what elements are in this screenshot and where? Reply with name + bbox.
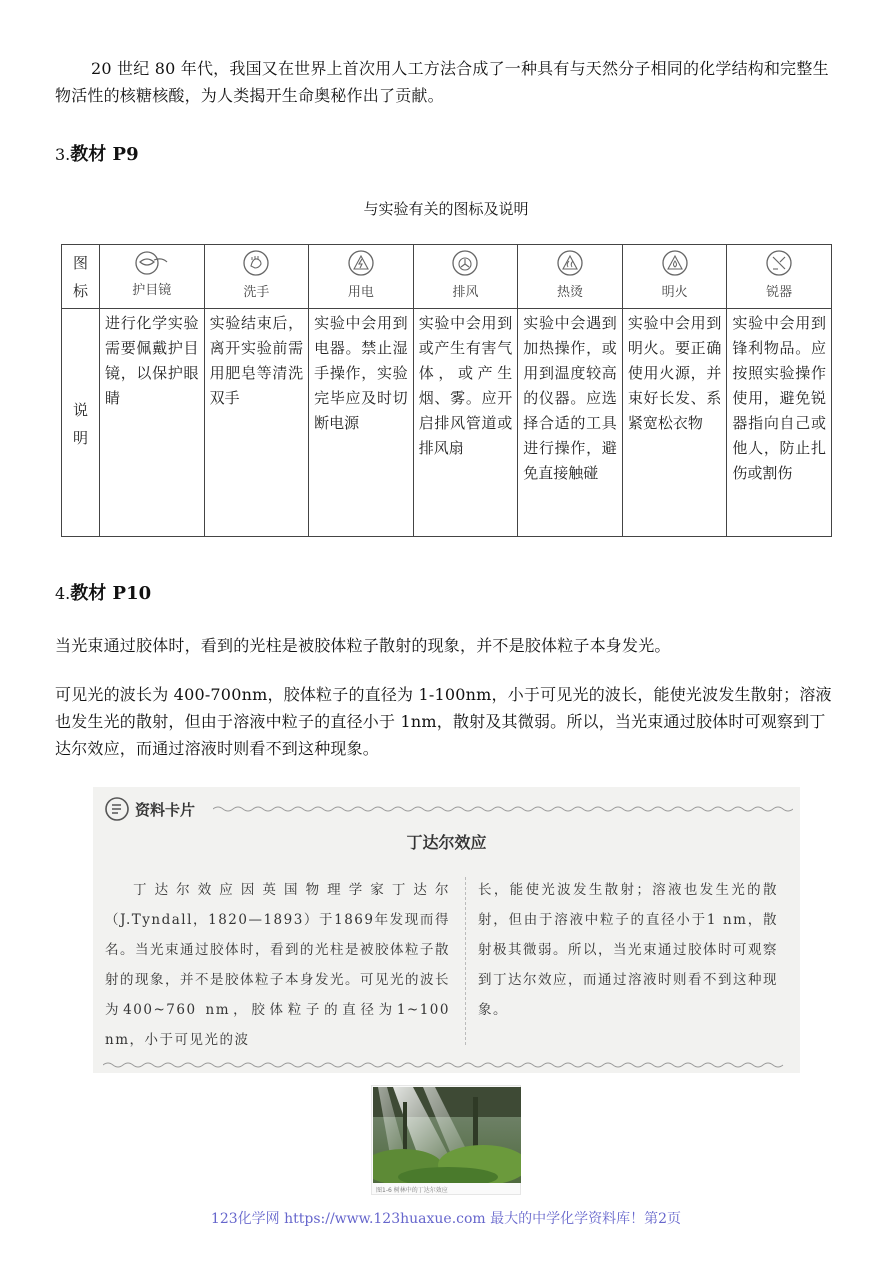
card-label: 资料卡片 [135,800,196,819]
description-cell: 实验中会用到明火。要正确使用火源，并束好长发、系紧宽松衣物 [622,309,727,537]
icon-cell [309,245,414,309]
hand-wash-icon [241,248,271,278]
icon-cell [622,245,727,309]
wavy-divider-bottom [103,1061,793,1069]
sharp-object-icon [764,248,794,278]
card-column-right: 长，能使光波发生散射；溶液也发生光的散射，但由于溶液中粒子的直径小于1 nm，散射极其微弱。所以，当光束通过胶体时可观察到丁达尔效应，而通过溶液时则看不到这种现象。 [478,882,778,1018]
electricity-icon [346,248,376,278]
row-head-description: 说明 [62,309,100,537]
hot-icon [555,248,585,278]
icon-cell [518,245,623,309]
icon-label: 热烫 [557,285,584,300]
icon-label: 用电 [347,285,374,300]
column-divider [465,877,466,1045]
card-header [105,797,195,821]
icon-label: 明火 [661,285,688,300]
description-cell: 实验中会用到电器。禁止湿手操作，实验完毕应及时切断电源 [309,309,414,537]
info-card [93,787,800,1073]
table-caption: 与实验有关的图标及说明 [363,200,529,218]
card-title: 丁达尔效应 [406,833,487,852]
icon-cell [204,245,309,309]
icon-cell [413,245,518,309]
icon-label: 锐器 [766,285,793,300]
icon-label: 护目镜 [132,283,172,298]
description-cell: 实验中会用到或产生有害气体，或产生烟、雾。应开启排风管道或排风扇 [413,309,518,537]
intro-paragraph: 20 世纪 80 年代，我国又在世界上首次用人工方法合成了一种具有与天然分子相同的化学结构和完整生物活性的核糖核酸，为人类揭开生命奥秘作出了贡献。 [55,59,829,105]
icon-cell [727,245,832,309]
description-cell: 实验中会用到锋利物品。应按照实验操作使用，避免锐器指向自己或他人，防止扎伤或割伤 [727,309,832,537]
paragraph-light-scattering: 当光束通过胶体时，看到的光柱是被胶体粒子散射的现象，并不是胶体粒子本身发光。 [55,636,671,655]
section-3-heading: 3.教材 P9 [55,144,139,165]
tyndall-forest-photo [371,1085,521,1195]
icon-label: 排风 [452,285,479,300]
icon-cell [100,245,205,309]
goggles-icon [133,250,171,276]
section-4-heading: 4.教材 P10 [55,583,152,604]
description-cell: 实验结束后，离开实验前需用肥皂等清洗双手 [204,309,309,537]
figure-caption: 图1-6 树林中的丁达尔效应 [376,1187,448,1194]
icon-label: 洗手 [243,285,270,300]
description-cell: 进行化学实验需要佩戴护目镜，以保护眼睛 [100,309,205,537]
paragraph-wavelength: 可见光的波长为 400-700nm，胶体粒子的直径为 1-100nm，小于可见光的波长，能使光波发生散射；溶液也发生光的散射，但由于溶液中粒子的直径小于 1nm，散射及其微弱。所以，当光束通过胶体时可观察到丁达尔效应，而通过溶液时则看不到这种现象。 [55,685,832,758]
document-icon [105,797,129,821]
open-flame-icon [660,248,690,278]
page-footer: 123化学网 https://www.123huaxue.com 最大的中学化学资料库！第2页 [210,1211,682,1227]
row-head-icons: 图标 [62,245,100,309]
lab-icons-table [61,244,832,537]
forest-light-image [373,1087,521,1183]
ventilation-icon [450,248,480,278]
wavy-divider-top [213,805,793,813]
description-row [62,309,832,537]
card-column-left: 丁达尔效应因英国物理学家丁达尔（J.Tyndall，1820—1893）于1869年发现而得名。当光束通过胶体时，看到的光柱是被胶体粒子散射的现象，并不是胶体粒子本身发光。可见光的波长为400~760 nm，胶体粒子的直径为1~100 nm，小于可见光的波 [105,882,450,1048]
description-cell: 实验中会遇到加热操作，或用到温度较高的仪器。应选择合适的工具进行操作，避免直接触碰 [518,309,623,537]
icon-row [62,245,832,309]
